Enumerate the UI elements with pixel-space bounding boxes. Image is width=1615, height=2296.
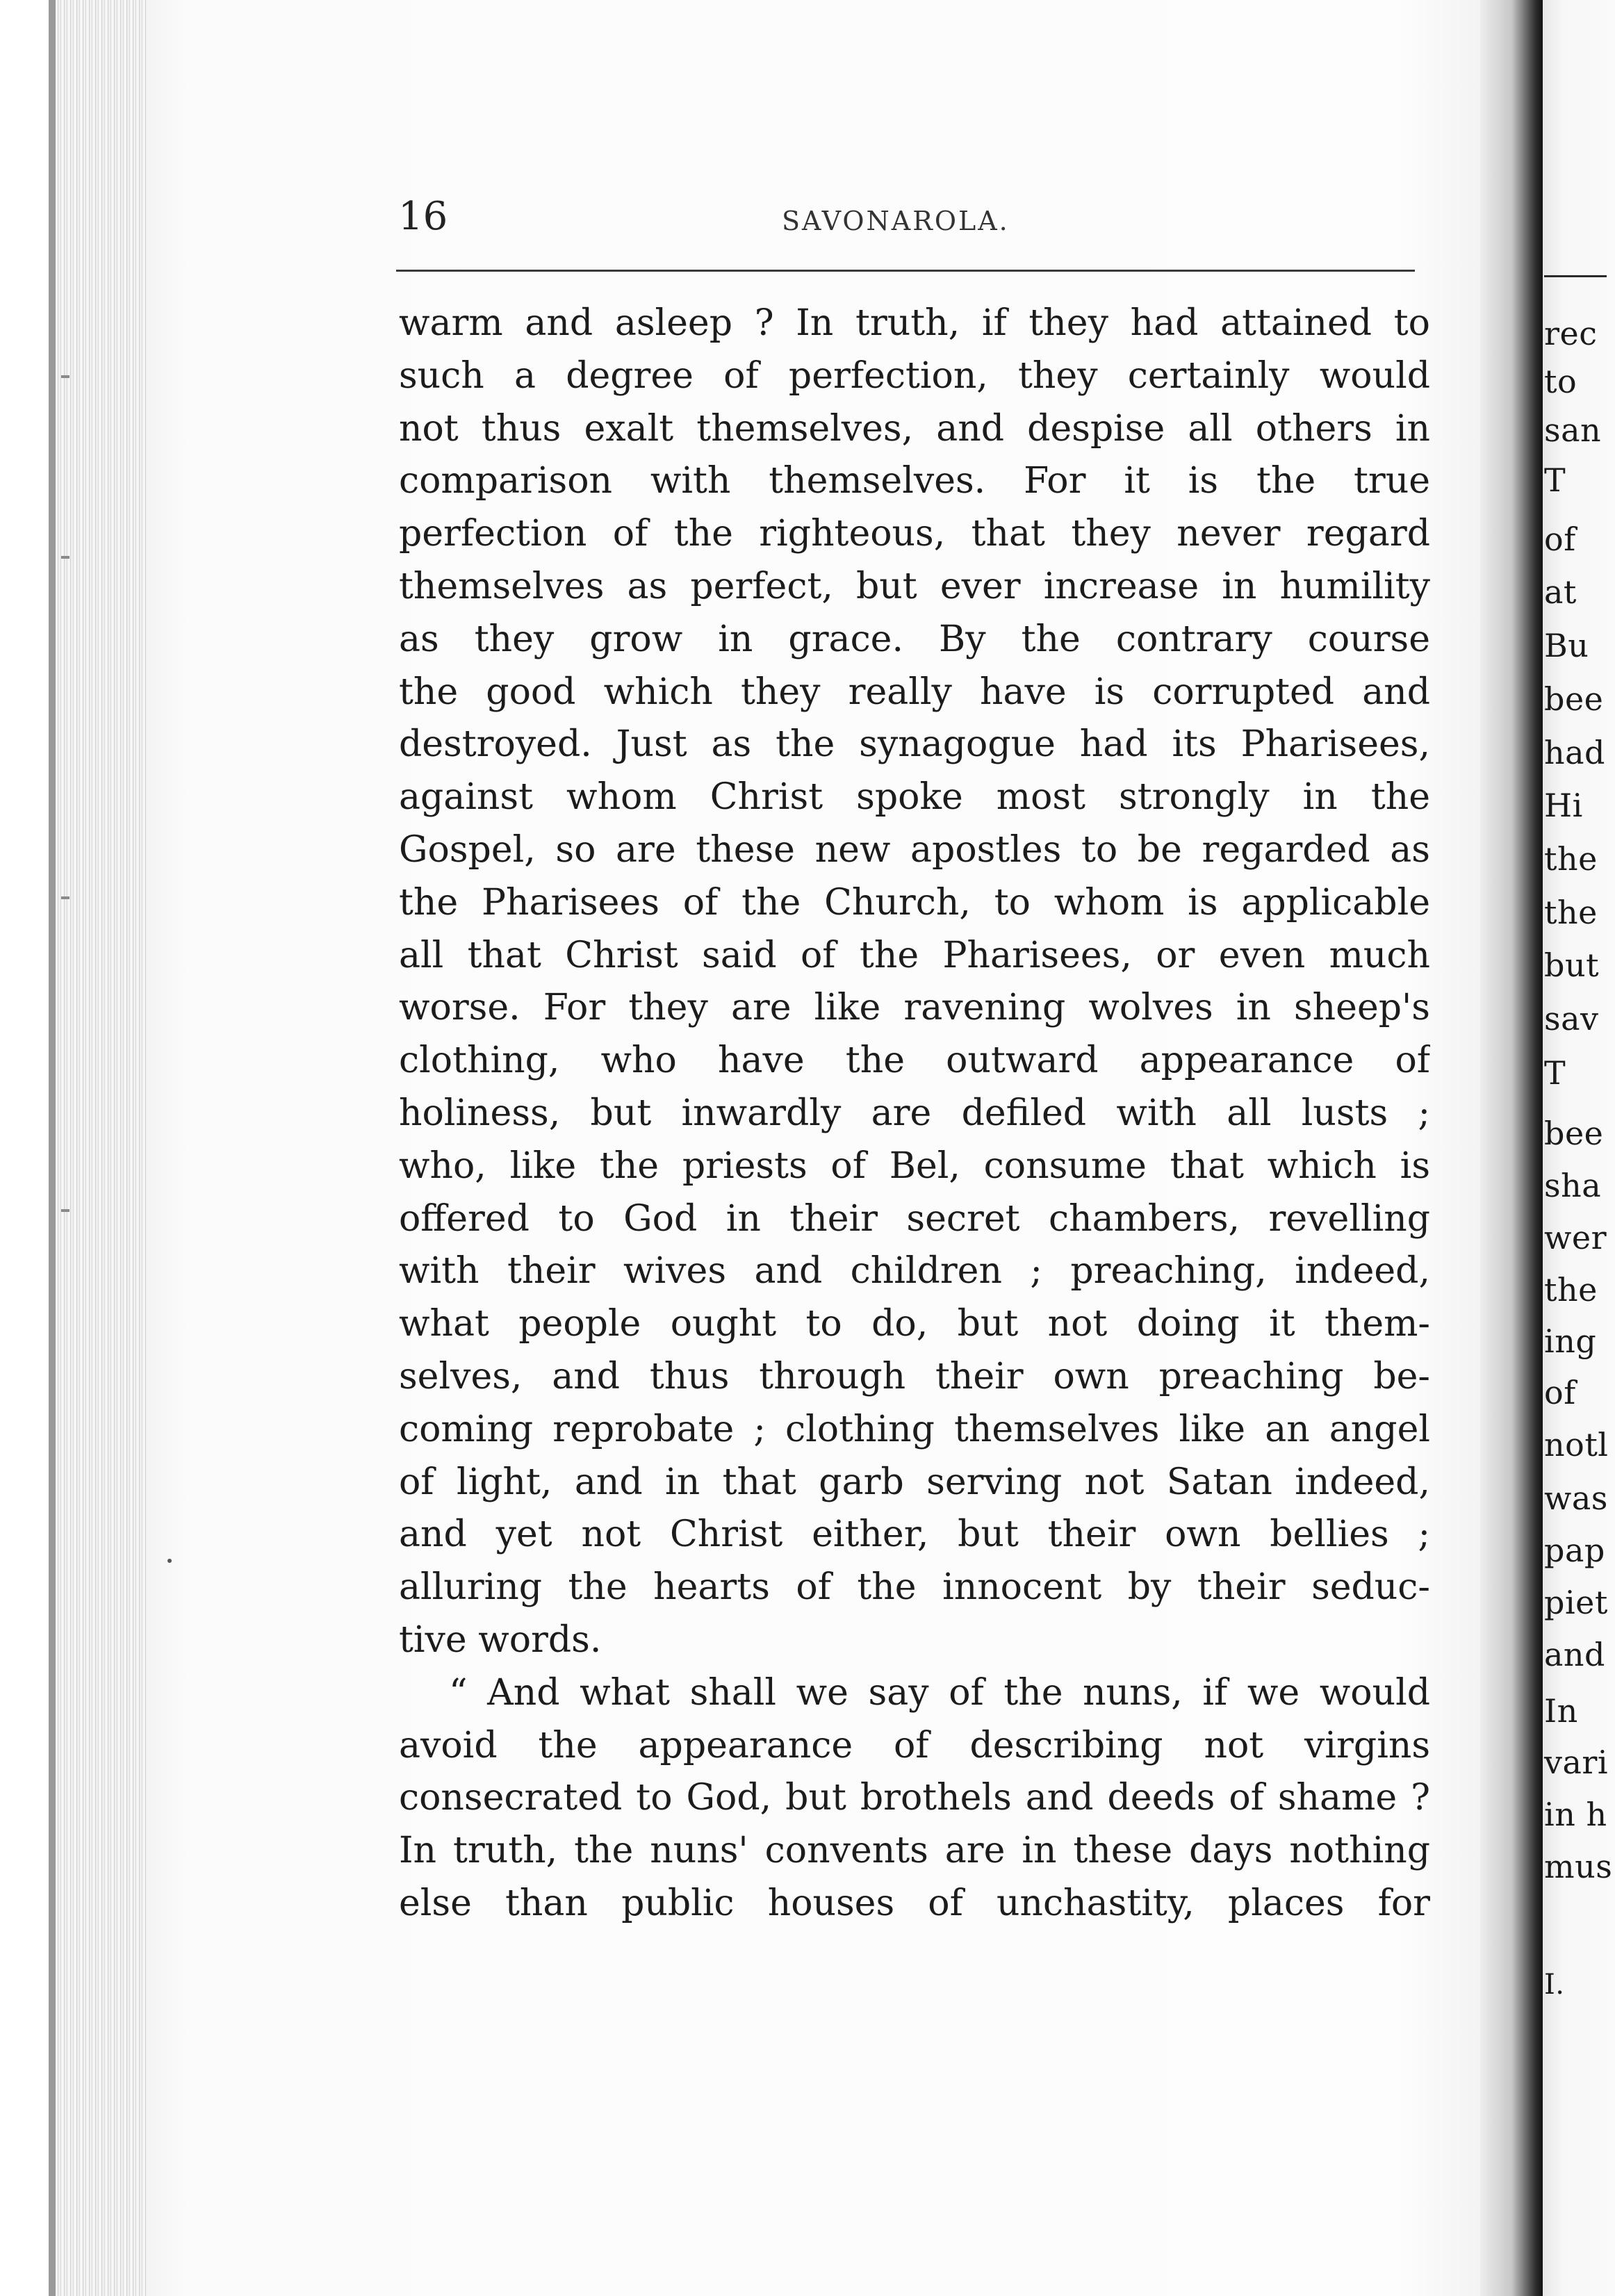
text-line: selves, and thus through their own preaching be- [399, 1355, 1430, 1397]
facing-page-fragment: the [1544, 1271, 1598, 1309]
text-line: and yet not Christ either, but their own bellies ; [399, 1514, 1430, 1556]
text-line: clothing, who have the outward appearance of [399, 1040, 1430, 1082]
facing-page-fragment: of [1544, 520, 1576, 558]
facing-page-fragment: Bu [1544, 627, 1589, 664]
facing-page-fragment: sav [1544, 1000, 1599, 1038]
facing-page-fragment: had [1544, 734, 1605, 771]
facing-page-signature: I. [1544, 1969, 1565, 2001]
page-edges [49, 0, 146, 2296]
facing-page-fragment: notl [1544, 1426, 1609, 1463]
text-line: warm and asleep ? In truth, if they had attained to [399, 302, 1430, 344]
text-line: perfection of the righteous, that they never regard [399, 513, 1430, 555]
page-edges-shadow [49, 0, 56, 2296]
facing-page-fragment: sha [1544, 1167, 1602, 1204]
text-line: consecrated to God, but brothels and deeds of shame ? [399, 1777, 1430, 1819]
facing-page-fragment: was [1544, 1479, 1608, 1517]
text-line: comparison with themselves. For it is the true [399, 460, 1430, 502]
text-line: destroyed. Just as the synagogue had its Pharisees, [399, 723, 1430, 766]
text-line: all that Christ said of the Pharisees, or even much [399, 934, 1430, 976]
facing-page-fragment: bee [1544, 680, 1604, 718]
facing-page [1543, 0, 1615, 2296]
text-line: else than public houses of unchastity, places for [399, 1882, 1430, 1924]
facing-page-fragment: wer [1544, 1219, 1607, 1256]
text-line: against whom Christ spoke most strongly in the [399, 776, 1430, 819]
facing-page-fragment: piet [1544, 1584, 1608, 1621]
margin-dot [167, 1559, 172, 1563]
text-line: such a degree of perfection, they certainly would [399, 354, 1430, 397]
text-line: as they grow in grace. By the contrary course [399, 618, 1430, 660]
facing-page-fragment: in h [1544, 1796, 1607, 1833]
facing-page-fragment: the [1544, 840, 1598, 878]
facing-page-fragment: to [1544, 363, 1577, 400]
facing-page-fragment: of [1544, 1374, 1576, 1411]
text-line: avoid the appearance of describing not virgins [399, 1724, 1430, 1766]
text-line: worse. For they are like ravening wolves in sheep's [399, 987, 1430, 1029]
facing-page-fragment: pap [1544, 1532, 1605, 1569]
facing-page-fragment: T [1544, 461, 1566, 499]
header-rule [396, 270, 1415, 272]
page-number: 16 [398, 194, 448, 239]
text-line: coming reprobate ; clothing themselves like an angel [399, 1408, 1430, 1450]
facing-page-fragment: and [1544, 1636, 1605, 1673]
text-line: what people ought to do, but not doing it them- [399, 1303, 1430, 1345]
edge-mark [61, 556, 69, 559]
facing-page-fragment: T [1544, 1054, 1566, 1092]
edge-mark [61, 375, 69, 378]
text-line: In truth, the nuns' convents are in these days nothing [399, 1830, 1430, 1872]
facing-page-fragment: mus [1544, 1848, 1613, 1885]
facing-page-fragment: vari [1544, 1744, 1609, 1781]
text-line: tive words. [399, 1618, 602, 1661]
running-head: SAVONAROLA. [782, 206, 1010, 236]
text-line: “ And what shall we say of the nuns, if we would [449, 1671, 1430, 1714]
text-line: of light, and in that garb serving not Satan indeed, [399, 1461, 1430, 1503]
facing-page-rule [1544, 275, 1607, 277]
facing-page-fragment: Hi [1544, 787, 1583, 824]
text-line: the Pharisees of the Church, to whom is applicable [399, 881, 1430, 924]
text-line: who, like the priests of Bel, consume that which is [399, 1145, 1430, 1187]
edge-mark [61, 1209, 69, 1212]
edge-mark [61, 896, 69, 899]
gutter-shadow [1480, 0, 1543, 2296]
facing-page-fragment: at [1544, 573, 1577, 611]
text-line: themselves as perfect, but ever increase in humility [399, 565, 1430, 607]
text-line: holiness, but inwardly are defiled with all lusts ; [399, 1092, 1430, 1134]
facing-page-fragment: ing [1544, 1322, 1597, 1360]
text-line: alluring the hearts of the innocent by their seduc- [399, 1566, 1430, 1609]
text-line: Gospel, so are these new apostles to be regarded as [399, 828, 1430, 871]
body-text [399, 297, 1430, 1930]
facing-page-fragment: In [1544, 1692, 1578, 1730]
text-line: not thus exalt themselves, and despise all others in [399, 407, 1430, 450]
facing-page-fragment: the [1544, 894, 1598, 931]
facing-page-fragment: san [1544, 411, 1602, 449]
text-line: the good which they really have is corrupted and [399, 671, 1430, 713]
text-line: offered to God in their secret chambers, revelling [399, 1197, 1430, 1240]
facing-page-fragment: rec [1544, 315, 1598, 352]
text-line: with their wives and children ; preaching, indeed, [399, 1250, 1430, 1293]
facing-page-fragment: but [1544, 946, 1600, 984]
facing-page-fragment: bee [1544, 1115, 1604, 1152]
